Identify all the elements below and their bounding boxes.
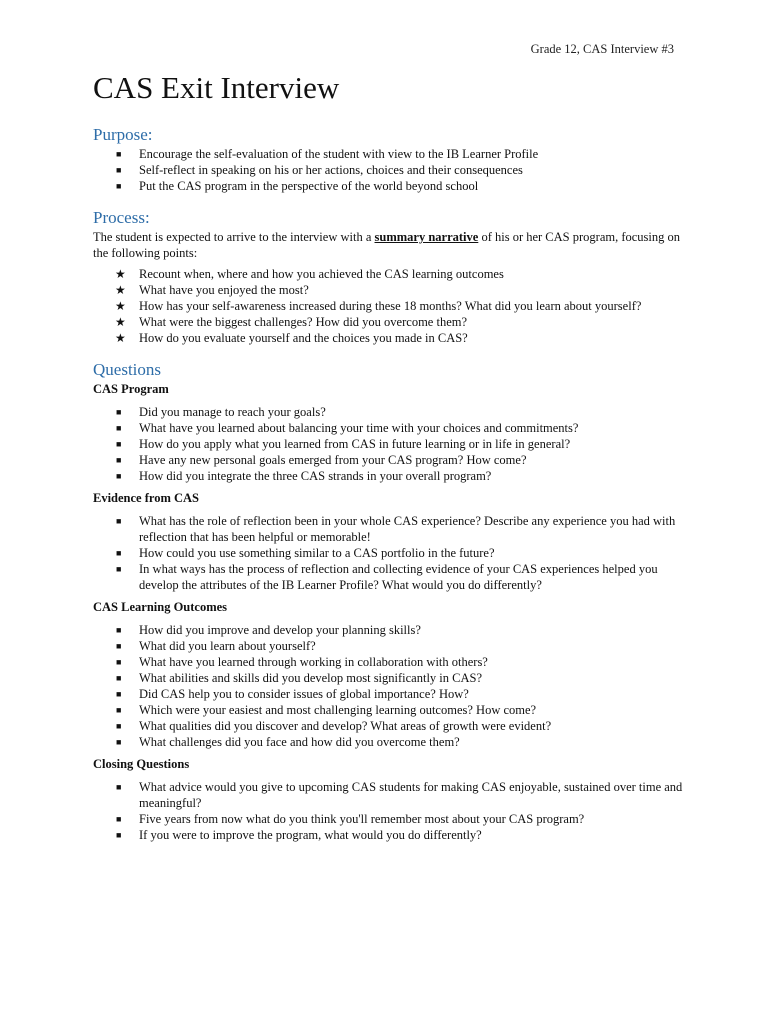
cas-program-list: [93, 404, 683, 484]
closing-questions-list: [93, 779, 683, 843]
square-bullet-icon: ■: [116, 830, 122, 840]
square-bullet-icon: ■: [116, 407, 122, 417]
square-bullet-icon: ■: [116, 471, 122, 481]
square-bullet-icon: ■: [116, 149, 122, 159]
list-item: ★ What were the biggest challenges? How did you overcome them?: [115, 315, 468, 329]
square-bullet-icon: ■: [116, 673, 122, 683]
list-item: ★ What have you enjoyed the most?: [115, 283, 309, 297]
purpose-list: [93, 146, 683, 194]
list-item: ★ How do you evaluate yourself and the choices you made in CAS?: [115, 331, 468, 345]
star-bullet-icon: ★: [115, 331, 126, 345]
square-bullet-icon: ■: [116, 516, 122, 526]
learning-outcomes-list: [93, 622, 683, 750]
purpose-heading: Purpose:: [93, 125, 153, 144]
list-item: ■ What abilities and skills did you develop most significantly in CAS?: [116, 671, 483, 685]
square-bullet-icon: ■: [116, 814, 122, 824]
process-heading: Process:: [93, 208, 150, 227]
list-item: ■ What qualities did you discover and develop? What areas of growth were evident?: [116, 719, 552, 733]
evidence-subheading: Evidence from CAS: [93, 491, 200, 505]
square-bullet-icon: ■: [116, 737, 122, 747]
closing-questions-subheading: Closing Questions: [93, 757, 190, 771]
list-item: ★ Recount when, where and how you achieved the CAS learning outcomes: [115, 267, 504, 281]
list-item: ■ How could you use something similar to a CAS portfolio in the future?: [116, 546, 495, 560]
list-item: ■ How did you integrate the three CAS strands in your overall program?: [116, 469, 492, 483]
list-item: ■ What has the role of reflection been in your whole CAS experience? Describe any experience you had with reflection that has been helpful or memorable!: [116, 514, 676, 544]
square-bullet-icon: ■: [116, 423, 122, 433]
list-item: ■ Five years from now what do you think you'll remember most about your CAS program?: [116, 812, 585, 826]
list-item: ■ Self-reflect in speaking on his or her actions, choices and their consequences: [116, 163, 523, 177]
learning-outcomes-subheading: CAS Learning Outcomes: [93, 600, 228, 614]
document-body: [93, 124, 683, 843]
list-item: ■ What have you learned about balancing your time with your choices and commitments?: [116, 421, 579, 435]
list-item: ■ Have any new personal goals emerged from your CAS program? How come?: [116, 453, 527, 467]
square-bullet-icon: ■: [116, 165, 122, 175]
cas-program-subheading: CAS Program: [93, 382, 169, 396]
square-bullet-icon: ■: [116, 181, 122, 191]
list-item: ■ Did CAS help you to consider issues of global importance? How?: [116, 687, 469, 701]
star-bullet-icon: ★: [115, 283, 126, 297]
list-item: ■ In what ways has the process of reflection and collecting evidence of your CAS experiences helped you develop the attributes of the IB Learner Profile? What would you do differently?: [116, 562, 658, 592]
list-item: ■ Which were your easiest and most challenging learning outcomes? How come?: [116, 703, 537, 717]
list-item: ■ What have you learned through working in collaboration with others?: [116, 655, 488, 669]
list-item: ■ How do you apply what you learned from CAS in future learning or in life in general?: [116, 437, 571, 451]
square-bullet-icon: ■: [116, 548, 122, 558]
evidence-list: [93, 513, 683, 593]
square-bullet-icon: ■: [116, 625, 122, 635]
summary-narrative-emphasis: summary narrative: [374, 230, 479, 244]
square-bullet-icon: ■: [116, 689, 122, 699]
star-bullet-icon: ★: [115, 267, 126, 281]
process-list: [93, 266, 683, 346]
star-bullet-icon: ★: [115, 315, 126, 329]
square-bullet-icon: ■: [116, 455, 122, 465]
list-item: ■ How did you improve and develop your planning skills?: [116, 623, 421, 637]
square-bullet-icon: ■: [116, 439, 122, 449]
list-item: ■ What challenges did you face and how did you overcome them?: [116, 735, 460, 749]
square-bullet-icon: ■: [116, 641, 122, 651]
header-note: Grade 12, CAS Interview #3: [530, 42, 674, 56]
square-bullet-icon: ■: [116, 705, 122, 715]
list-item: ■ What did you learn about yourself?: [116, 639, 316, 653]
list-item: ■ Put the CAS program in the perspective of the world beyond school: [116, 179, 479, 193]
list-item: ■ If you were to improve the program, what would you do differently?: [116, 828, 482, 842]
list-item: ■ Did you manage to reach your goals?: [116, 405, 326, 419]
square-bullet-icon: ■: [116, 564, 122, 574]
document-title: CAS Exit Interview: [93, 70, 340, 105]
square-bullet-icon: ■: [116, 657, 122, 667]
square-bullet-icon: ■: [116, 721, 122, 731]
process-intro: The student is expected to arrive to the interview with a summary narrative of his or her CAS program, focusing on the following points:: [93, 230, 681, 260]
list-item: ★ How has your self-awareness increased during these 18 months? What did you learn about yourself?: [115, 299, 642, 313]
list-item: ■ What advice would you give to upcoming CAS students for making CAS enjoyable, sustained over time and meaningful?: [116, 780, 683, 810]
questions-heading: Questions: [93, 360, 161, 379]
square-bullet-icon: ■: [116, 782, 122, 792]
star-bullet-icon: ★: [115, 299, 126, 313]
list-item: ■ Encourage the self-evaluation of the student with view to the IB Learner Profile: [116, 147, 539, 161]
